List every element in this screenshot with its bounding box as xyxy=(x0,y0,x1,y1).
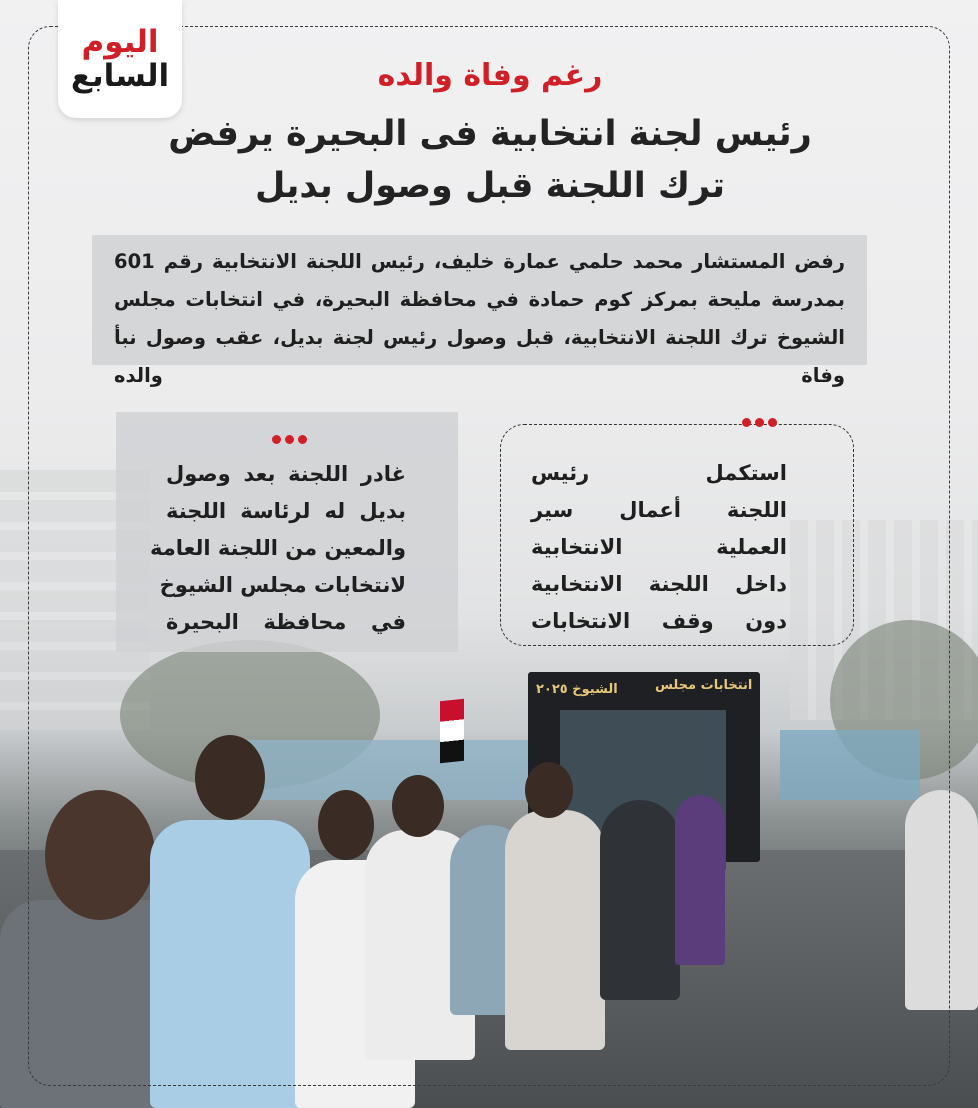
card-line: غادر اللجنة بعد وصول xyxy=(166,462,406,486)
card-line: والمعين من اللجنة العامة xyxy=(149,536,406,560)
card-line: العملية الانتخابية xyxy=(531,535,787,559)
card-line: بديل له لرئاسة اللجنة xyxy=(166,499,406,523)
youm7-logo xyxy=(58,0,182,118)
headline xyxy=(150,108,830,212)
photo-person xyxy=(600,800,680,1000)
egypt-flag xyxy=(440,699,464,764)
dots-decoration xyxy=(742,418,777,427)
dots-decoration xyxy=(272,435,307,444)
photo-officer xyxy=(905,790,978,1010)
headline-line: رئيس لجنة انتخابية فى البحيرة يرفض xyxy=(168,114,812,154)
card-line: اللجنة أعمال سير xyxy=(531,498,787,522)
logo-text-bottom: السابع xyxy=(70,58,170,94)
photo-banner-text: الشيوخ ٢٠٢٥ xyxy=(536,682,618,697)
info-card-right xyxy=(500,424,854,646)
photo-wall xyxy=(230,740,530,800)
photo-person-head xyxy=(195,735,265,820)
photo-wall xyxy=(780,730,920,800)
photo-person xyxy=(675,795,725,965)
card-line: دون وقف الانتخابات xyxy=(531,609,787,633)
logo-text-top: اليوم xyxy=(81,24,159,60)
photo-person xyxy=(505,810,605,1050)
photo-person-head xyxy=(525,762,573,818)
photo-person-head xyxy=(318,790,374,860)
info-card-left xyxy=(116,412,458,652)
card-line: داخل اللجنة الانتخابية xyxy=(531,572,787,596)
lead-paragraph: رفض المستشار محمد حلمي عمارة خليف، رئيس اللجنة الانتخابية رقم 601 بمدرسة مليحة بمركز كوم حمادة في محافظة البحيرة، في انتخابات مجلس الشيوخ ترك اللجنة الانتخابية، قبل وصول رئيس لجنة بديل، عقب وصول نبأ وفاة والده xyxy=(92,235,867,365)
photo-person xyxy=(150,820,310,1108)
card-line: في محافظة البحيرة xyxy=(166,610,406,634)
photo-banner-text: انتخابات مجلس xyxy=(655,678,753,693)
kicker-title: رغم وفاة والده xyxy=(377,58,603,93)
headline-line: ترك اللجنة قبل وصول بديل xyxy=(255,166,725,206)
photo-person-head xyxy=(45,790,155,920)
photo-person-head xyxy=(392,775,444,837)
card-line: استكمل رئيس xyxy=(531,461,787,485)
card-line: لانتخابات مجلس الشيوخ xyxy=(159,573,406,597)
